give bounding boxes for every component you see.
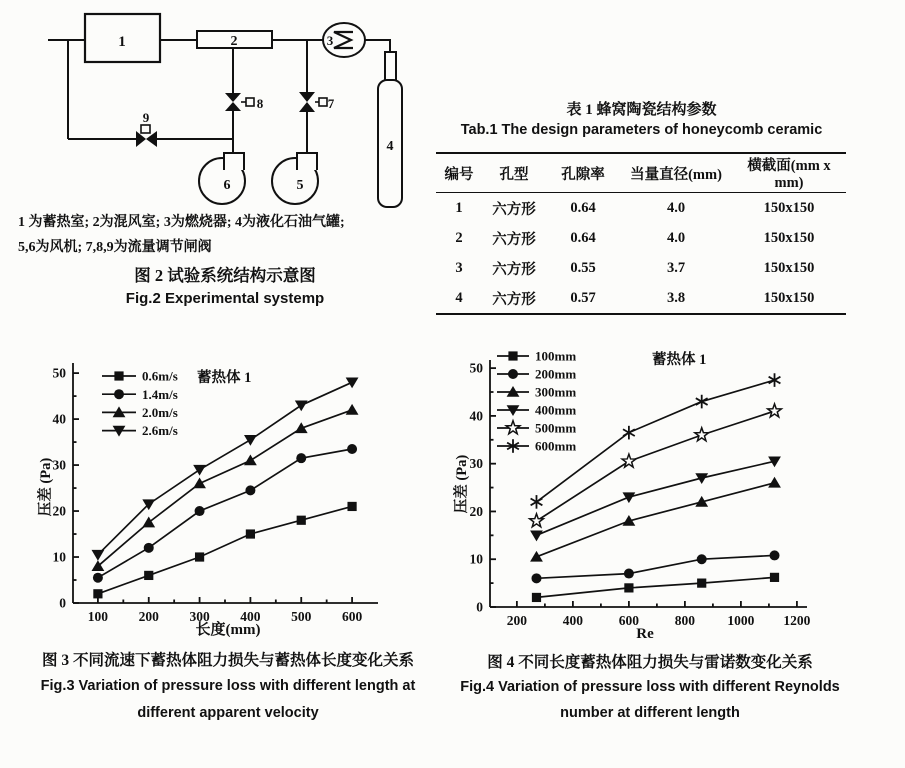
valve-7 [299,92,327,112]
gas-tank-neck [385,52,396,82]
fan-6 [199,153,245,204]
y-tick-label: 20 [52,503,66,519]
legend-item [497,421,576,436]
marker-triangle-up [346,404,359,415]
y-tick-label: 0 [59,595,66,611]
series-line [98,382,352,554]
marker-square [297,516,306,525]
table1-body [436,193,846,315]
marker-star-open [768,404,782,417]
marker-square [508,351,517,360]
table-row [436,223,846,253]
chart-annotation: 蓄热体 1 [197,370,252,386]
legend-item [102,387,178,402]
table1-col-header: 当量直径(mm) [620,153,732,193]
marker-square [347,502,356,511]
x-tick-label: 200 [138,609,159,624]
series-400mm [530,456,781,541]
table-cell: 3.8 [620,283,732,314]
legend-item [497,367,576,382]
x-tick-label: 600 [618,613,640,628]
table-cell: 六方形 [492,231,536,248]
marker-triangle-up [295,422,308,433]
x-tick-label: 200 [506,613,528,628]
x-tick-label: 500 [291,609,312,624]
table-cell: 150x150 [732,283,846,314]
marker-circle [770,550,780,560]
y-tick-label: 50 [469,360,483,376]
legend-label: 600mm [535,438,577,454]
legend-item [102,423,178,438]
label-fan-5: 5 [296,178,304,193]
y-axis-title: 压差 (Pa) [454,454,470,514]
marker-star-open [530,514,544,527]
table-cell: 0.57 [546,283,620,314]
valve-8-bottom [225,102,241,111]
chart-annotation: 蓄热体 1 [652,352,707,368]
label-burner: 3 [326,33,334,48]
y-tick-label: 0 [476,599,483,615]
series-200mm [531,550,779,583]
legend-label: 500mm [535,420,577,436]
table1-col-header: 横截面(mm x mm) [732,153,846,193]
marker-circle [347,444,357,454]
legend-item [102,405,178,420]
series-1.4m/s [93,444,357,583]
y-tick-label: 50 [52,365,66,381]
label-valve-7: 7 [327,96,335,111]
marker-circle [624,569,634,579]
x-tick-label: 100 [87,609,109,624]
table-cell: 150x150 [763,199,815,216]
marker-circle [508,369,518,379]
table-cell: 150x150 [763,259,815,276]
table1-col-header: 孔型 [482,153,546,193]
y-tick-label: 20 [469,503,483,519]
series-line [537,577,775,597]
fig2-caption-en: Fig.2 Experimental systemp [125,290,325,307]
marker-square [195,552,204,561]
series-line [98,410,352,566]
valve-8-top [225,93,241,102]
table1-head [436,153,846,193]
legend-item [102,369,178,384]
series-2.6m/s [92,378,359,561]
marker-circle [93,573,103,583]
valve-7-actuator [319,98,327,106]
series-line [537,555,775,578]
valve-8 [225,93,254,111]
x-tick-label: 1000 [727,613,755,628]
label-regenerator: 1 [118,34,126,50]
marker-circle [195,506,205,516]
marker-circle [531,573,541,583]
table-cell: 1 [455,199,463,216]
legend-item [497,349,576,364]
legend-item [497,385,576,400]
x-axis-title: Re [636,626,654,642]
label-valve-9: 9 [142,110,150,125]
marker-triangle-down [295,400,308,411]
table-cell: 六方形 [482,283,546,314]
experimental-system-schematic [0,0,450,212]
series-0.6m/s [93,502,356,599]
fig2-caption-zh: 图 2 试验系统结构示意图 [134,266,316,285]
marker-triangle-down [244,435,257,446]
table-cell: 4.0 [666,229,686,246]
series-line [98,449,352,578]
label-valve-8: 8 [256,96,264,111]
table-cell: 0.55 [570,259,596,276]
fig3-caption-en1: Fig.3 Variation of pressure loss with different length at [40,678,416,694]
valve-7-top [299,92,315,102]
fig3-caption-zh: 图 3 不同流速下蓄热体阻力损失与蓄热体长度变化关系 [41,652,414,669]
table-cell: 3 [455,259,463,276]
table-row [436,253,846,283]
legend-label: 200mm [535,366,577,382]
table-row [436,193,846,224]
marker-square [93,589,102,598]
legend-label: 2.0m/s [142,405,178,420]
fan-5 [272,153,318,204]
marker-triangle-down [530,531,543,542]
table-cell: 4 [436,283,482,314]
legend-label: 400mm [535,402,577,418]
table-cell: 六方形 [492,261,536,278]
table1-title-zh: 表 1 蜂窝陶瓷结构参数 [566,102,717,118]
fig2-notes [18,210,438,260]
table-cell: 2 [455,229,463,246]
marker-star-open [695,428,709,441]
table1-col-header: 孔隙率 [546,153,620,193]
fig2-note-line2: 5,6为风机; 7,8,9为流量调节闸阀 [18,240,212,255]
y-tick-label: 40 [469,408,483,424]
honeycomb-parameters-table [436,152,846,315]
marker-square [144,571,153,580]
marker-circle [296,453,306,463]
y-tick-label: 40 [52,411,66,427]
pressure-loss-vs-reynolds-chart [450,338,895,644]
marker-square [624,583,633,592]
x-tick-label: 400 [562,613,584,628]
x-tick-label: 300 [189,609,210,624]
marker-triangle-up [193,477,206,488]
marker-circle [697,554,707,564]
marker-square [246,529,255,538]
legend-item [497,439,576,454]
legend-label: 1.4m/s [142,386,178,402]
y-tick-label: 10 [52,549,66,565]
legend-label: 0.6m/s [142,368,178,384]
marker-square [532,593,541,602]
marker-triangle-up [244,454,257,465]
table-row [436,283,846,314]
x-tick-label: 600 [341,609,363,624]
legend-label: 100mm [535,348,577,364]
y-tick-label: 30 [52,457,66,473]
fig4-caption-en2: number at different length [560,705,740,721]
y-axis-title: 压差 (Pa) [38,457,54,517]
fig4-caption-zh: 图 4 不同长度蓄热体阻力损失与雷诺数变化关系 [487,654,813,671]
marker-square [114,371,123,380]
label-fan-6: 6 [223,178,231,193]
marker-square [697,579,706,588]
legend-label: 2.6m/s [142,423,178,439]
y-tick-label: 10 [469,551,483,567]
legend-label: 300mm [535,384,577,400]
marker-square [770,573,779,582]
fan-6-outlet [224,153,244,170]
x-tick-label: 1200 [783,613,811,628]
valve-8-actuator [246,98,254,106]
fig3-caption-en2: different apparent velocity [137,705,319,721]
valve-9 [136,125,157,147]
marker-star-open [506,421,520,434]
marker-circle [114,389,124,399]
marker-triangle-down [92,550,105,561]
pressure-loss-vs-length-chart [30,345,450,645]
x-tick-label: 800 [674,613,696,628]
table-cell: 3.7 [666,259,686,276]
valve-7-bottom [299,102,315,112]
valve-9-actuator [141,125,150,133]
fig4-caption-en1: Fig.4 Variation of pressure loss with different Reynolds [460,679,840,695]
table1-col-header: 编号 [436,153,482,193]
table-cell: 150x150 [763,229,815,246]
table-cell: 六方形 [492,201,536,218]
label-mixing-chamber: 2 [230,34,238,49]
fig2-note-line1: 1 为蓄热室; 2为混风室; 3为燃烧器; 4为液化石油气罐; [18,215,345,230]
fan-5-outlet [297,153,317,170]
table-cell: 0.64 [570,199,596,216]
table1-title-en: Tab.1 The design parameters of honeycomb ceramic [460,122,823,138]
x-tick-label: 400 [240,609,261,624]
series-line [98,506,352,593]
marker-triangle-up [768,477,781,488]
marker-triangle-down [193,465,206,476]
marker-triangle-down [622,492,635,503]
marker-circle [144,543,154,553]
marker-circle [245,485,255,495]
label-gas-tank: 4 [386,139,394,154]
table-cell: 4.0 [666,199,686,216]
table-cell: 0.64 [570,229,596,246]
x-axis-title: 长度(mm) [195,622,261,638]
marker-triangle-down [346,378,359,389]
y-tick-label: 30 [469,456,483,472]
table1-header-row [436,153,846,193]
legend-item [497,403,576,418]
marker-triangle-up [530,551,543,562]
